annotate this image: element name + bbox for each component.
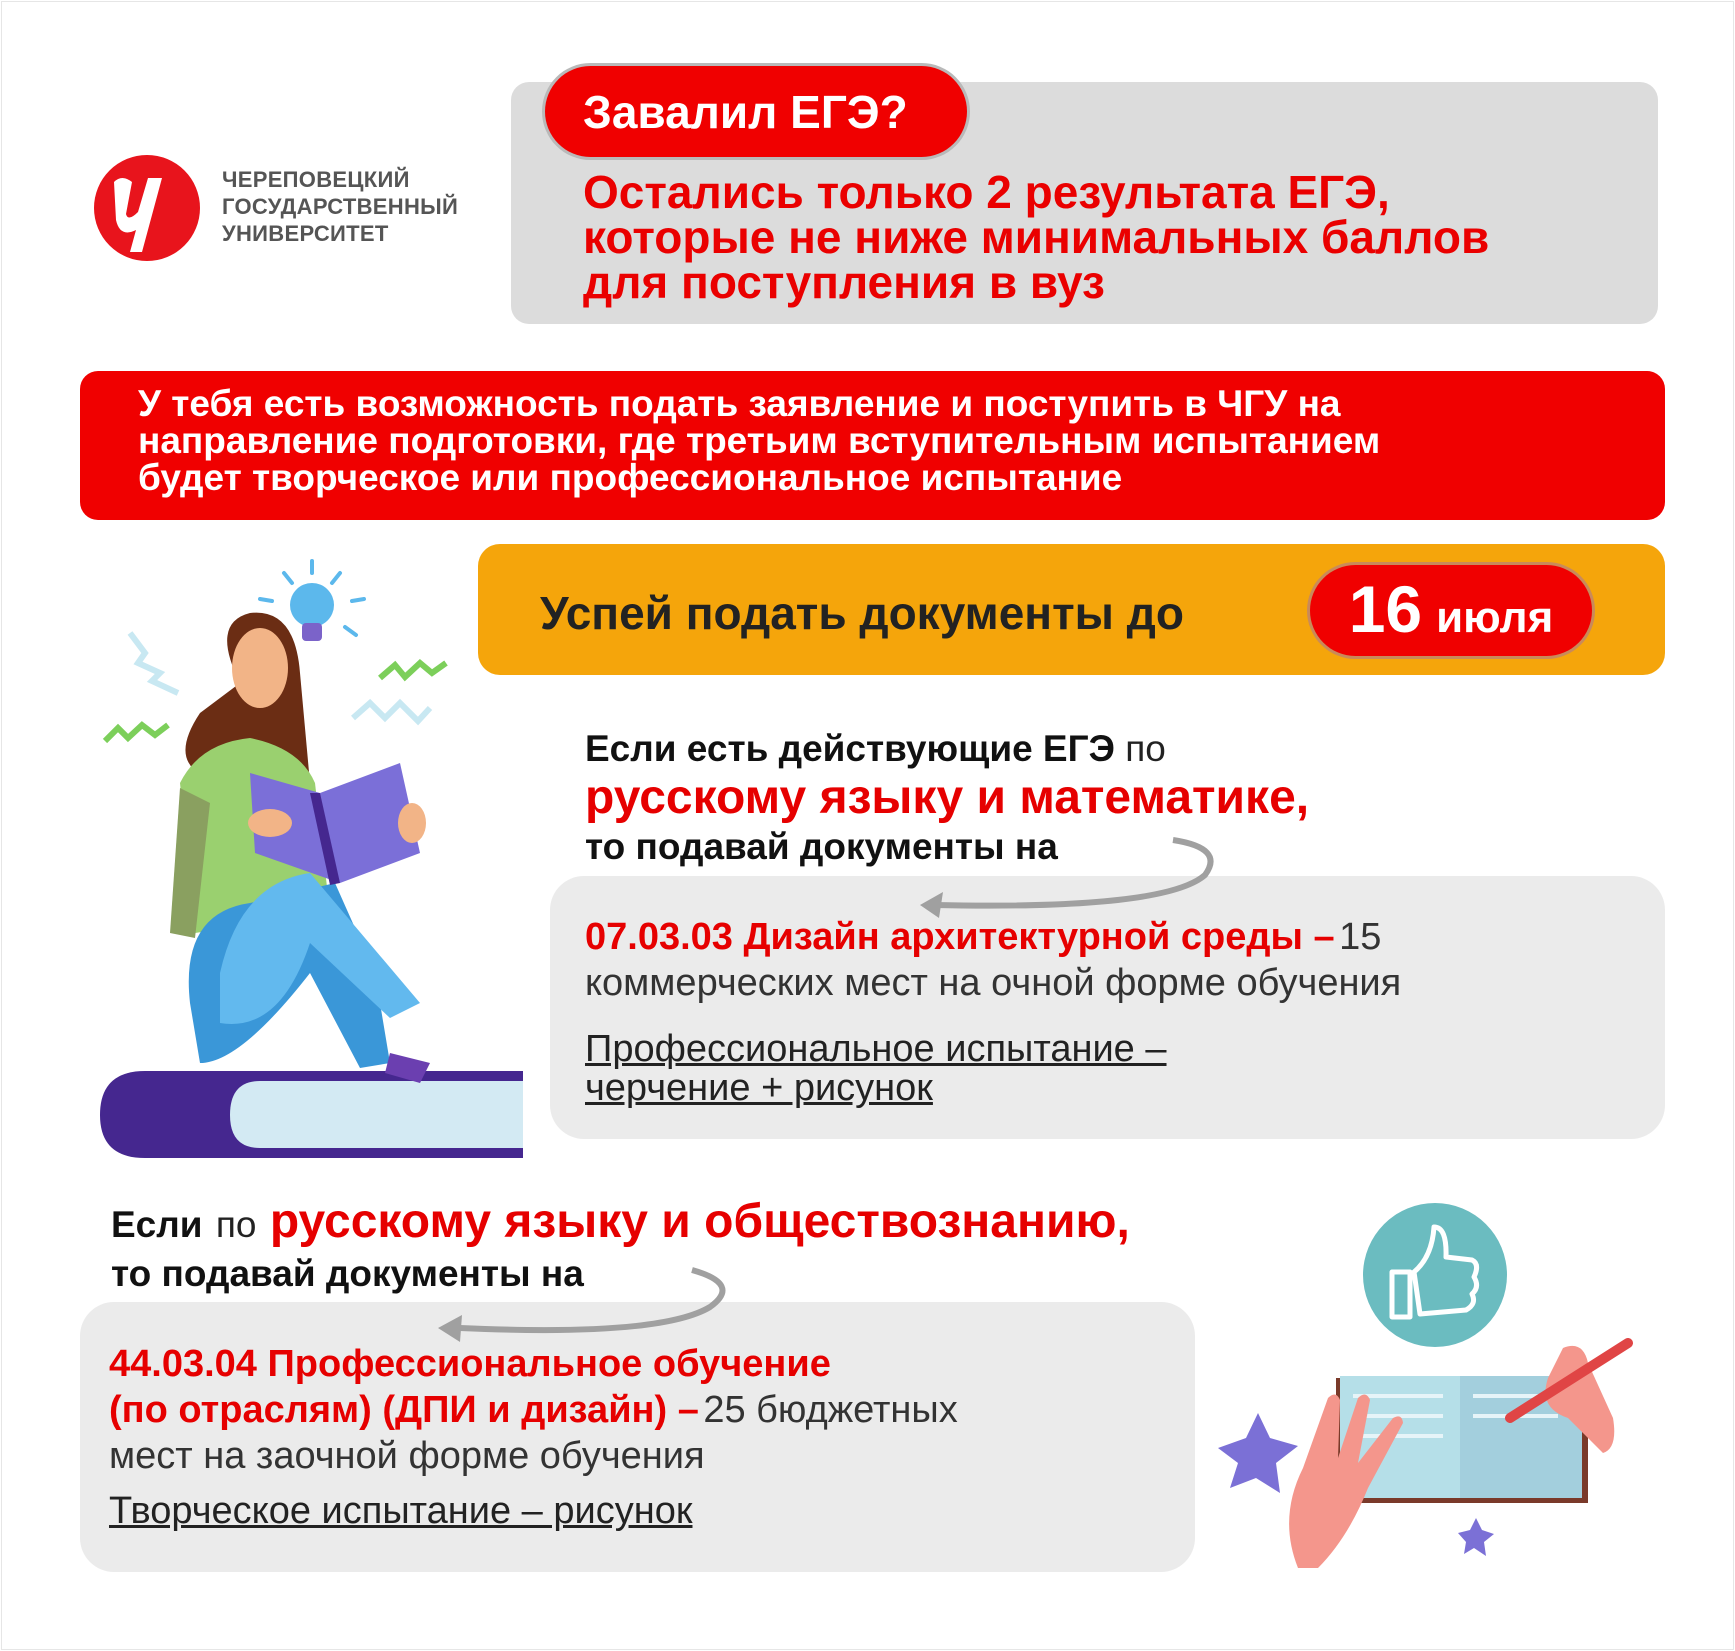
program-title: (по отраслям) (ДПИ и дизайн) – [109,1389,699,1431]
exam-education: Творческое испытание – рисунок [109,1490,693,1532]
book-stack [100,1071,523,1158]
places-description: коммерческих мест на очной форме обучения [585,962,1402,1004]
failed-exam-pill: Завалил ЕГЭ? [545,66,967,157]
deadline-day: 16 [1348,572,1423,646]
banner-line: направление подготовки, где третьим вступительным испытанием [138,420,1381,461]
title-line: Остались только 2 результата ЕГЭ, [583,166,1390,218]
writing-hands-illustration [1218,1338,1658,1568]
star-icon [1458,1518,1494,1556]
exam-line: Профессиональное испытание – [585,1028,1167,1070]
exam-line: черчение + рисунок [585,1067,933,1109]
section2-subjects: русскому языку и обществознанию, [269,1195,1130,1248]
university-logo-icon [92,152,204,264]
places-count: 15 [1339,916,1382,958]
title-line: для поступления в вуз [583,256,1105,308]
exam-design [585,1030,1167,1108]
program-design-info [585,918,1645,1010]
deadline-text: Успей подать документы до [540,587,1184,639]
deadline-date-pill [1310,565,1592,656]
places-description: мест на заочной форме обучения [109,1435,705,1477]
title-line: которые не ниже минимальных баллов [583,211,1490,263]
section2-po: по [215,1204,257,1245]
star-icon [1218,1413,1298,1493]
deadline-month: июля [1436,593,1554,642]
university-name [222,166,458,247]
header-title [583,166,1643,308]
opportunity-text [138,385,1648,496]
program-education-info [109,1345,1169,1483]
thumbs-up-icon [1362,1202,1508,1348]
curved-arrow-icon [430,1262,760,1342]
section2-condition: Если [111,1204,203,1245]
section1-condition: Если есть действующие ЕГЭ [585,728,1115,769]
logo-line: УНИВЕРСИТЕТ [222,221,389,246]
section1-then: то подавай документы на [585,826,1058,867]
banner-line: будет творческое или профессиональное испытание [138,457,1123,498]
logo-line: ЧЕРЕПОВЕЦКИЙ [222,167,410,192]
section2-then: то подавай документы на [111,1253,584,1294]
curved-arrow-icon [915,830,1235,920]
reading-girl-illustration [100,553,530,1163]
logo-line: ГОСУДАРСТВЕННЫЙ [222,194,459,219]
program-title: 07.03.03 Дизайн архитектурной среды – [585,916,1335,958]
program-title: 44.03.04 Профессиональное обучение [109,1343,831,1385]
section1-po: по [1125,728,1166,769]
places-count: 25 бюджетных [703,1389,958,1431]
banner-line: У тебя есть возможность подать заявление и поступить в ЧГУ на [138,383,1341,424]
section1-subjects: русскому языку и математике, [585,771,1310,824]
